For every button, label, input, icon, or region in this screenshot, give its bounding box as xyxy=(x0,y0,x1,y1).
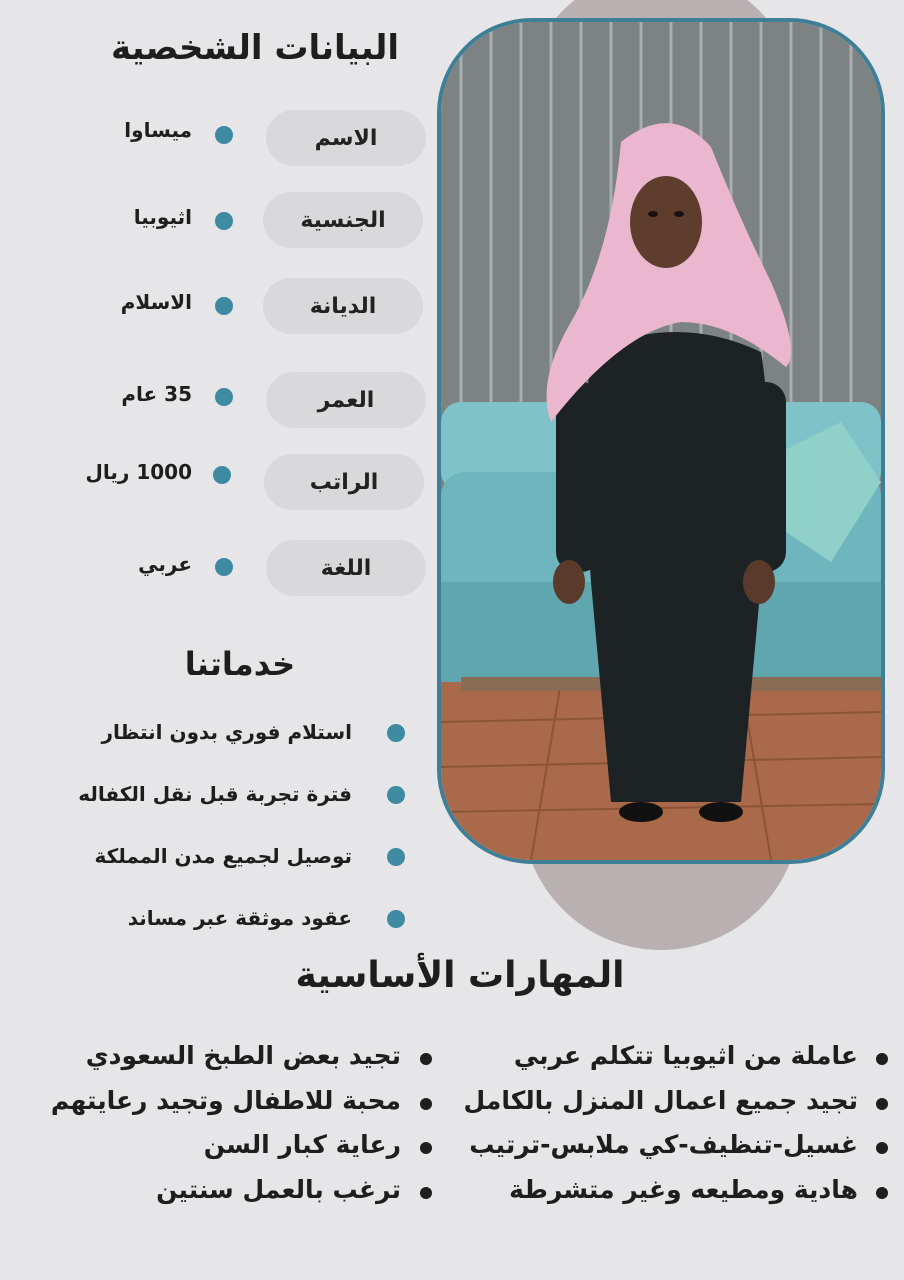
services-title: خدماتنا xyxy=(184,645,296,683)
bullet-dot xyxy=(420,1187,432,1199)
info-value-salary: 1000 ريال xyxy=(85,460,192,484)
bullet-dot xyxy=(387,910,405,928)
info-value-religion: الاسلام xyxy=(120,290,192,314)
bullet-dot xyxy=(420,1053,432,1065)
photo-illustration xyxy=(441,22,881,860)
skill-item: عاملة من اثيوبيا تتكلم عربي xyxy=(513,1041,858,1070)
skill-item: تجيد بعض الطبخ السعودي xyxy=(85,1041,401,1070)
info-label-salary: الراتب xyxy=(264,454,424,510)
bullet-dot xyxy=(420,1098,432,1110)
bullet-dot xyxy=(215,126,233,144)
bullet-dot xyxy=(215,212,233,230)
info-label-religion: الديانة xyxy=(263,278,423,334)
bullet-dot xyxy=(420,1142,432,1154)
skill-item: محبة للاطفال وتجيد رعايتهم xyxy=(50,1086,401,1115)
bullet-dot xyxy=(876,1053,888,1065)
info-value-nationality: اثيوبيا xyxy=(133,205,192,229)
skill-item: غسيل-تنظيف-كي ملابس-ترتيب xyxy=(469,1130,858,1159)
bullet-dot xyxy=(876,1098,888,1110)
info-label-age: العمر xyxy=(266,372,426,428)
bullet-dot xyxy=(387,848,405,866)
service-item: توصيل لجميع مدن المملكة xyxy=(94,844,352,868)
bullet-dot xyxy=(213,466,231,484)
service-item: استلام فوري بدون انتظار xyxy=(101,720,352,744)
skill-item: تجيد جميع اعمال المنزل بالكامل xyxy=(463,1086,858,1115)
info-value-name: ميساوا xyxy=(124,118,192,142)
info-value-language: عربي xyxy=(138,552,192,576)
bullet-dot xyxy=(215,297,233,315)
info-label-nationality: الجنسية xyxy=(263,192,423,248)
worker-photo xyxy=(437,18,885,864)
info-label-language: اللغة xyxy=(266,540,426,596)
personal-info-title: البيانات الشخصية xyxy=(110,28,399,68)
bullet-dot xyxy=(876,1187,888,1199)
skill-item: ترغب بالعمل سنتين xyxy=(156,1175,401,1204)
service-item: عقود موثقة عبر مساند xyxy=(127,906,352,930)
bullet-dot xyxy=(215,558,233,576)
skills-title: المهارات الأساسية xyxy=(295,955,625,996)
bullet-dot xyxy=(215,388,233,406)
service-item: فترة تجربة قبل نقل الكفاله xyxy=(78,782,352,806)
info-value-age: 35 عام xyxy=(121,382,192,406)
info-label-name: الاسم xyxy=(266,110,426,166)
bullet-dot xyxy=(387,786,405,804)
bullet-dot xyxy=(387,724,405,742)
skill-item: هادية ومطيعه وغير متشرطة xyxy=(509,1175,858,1204)
skill-item: رعاية كبار السن xyxy=(203,1130,401,1159)
bullet-dot xyxy=(876,1142,888,1154)
